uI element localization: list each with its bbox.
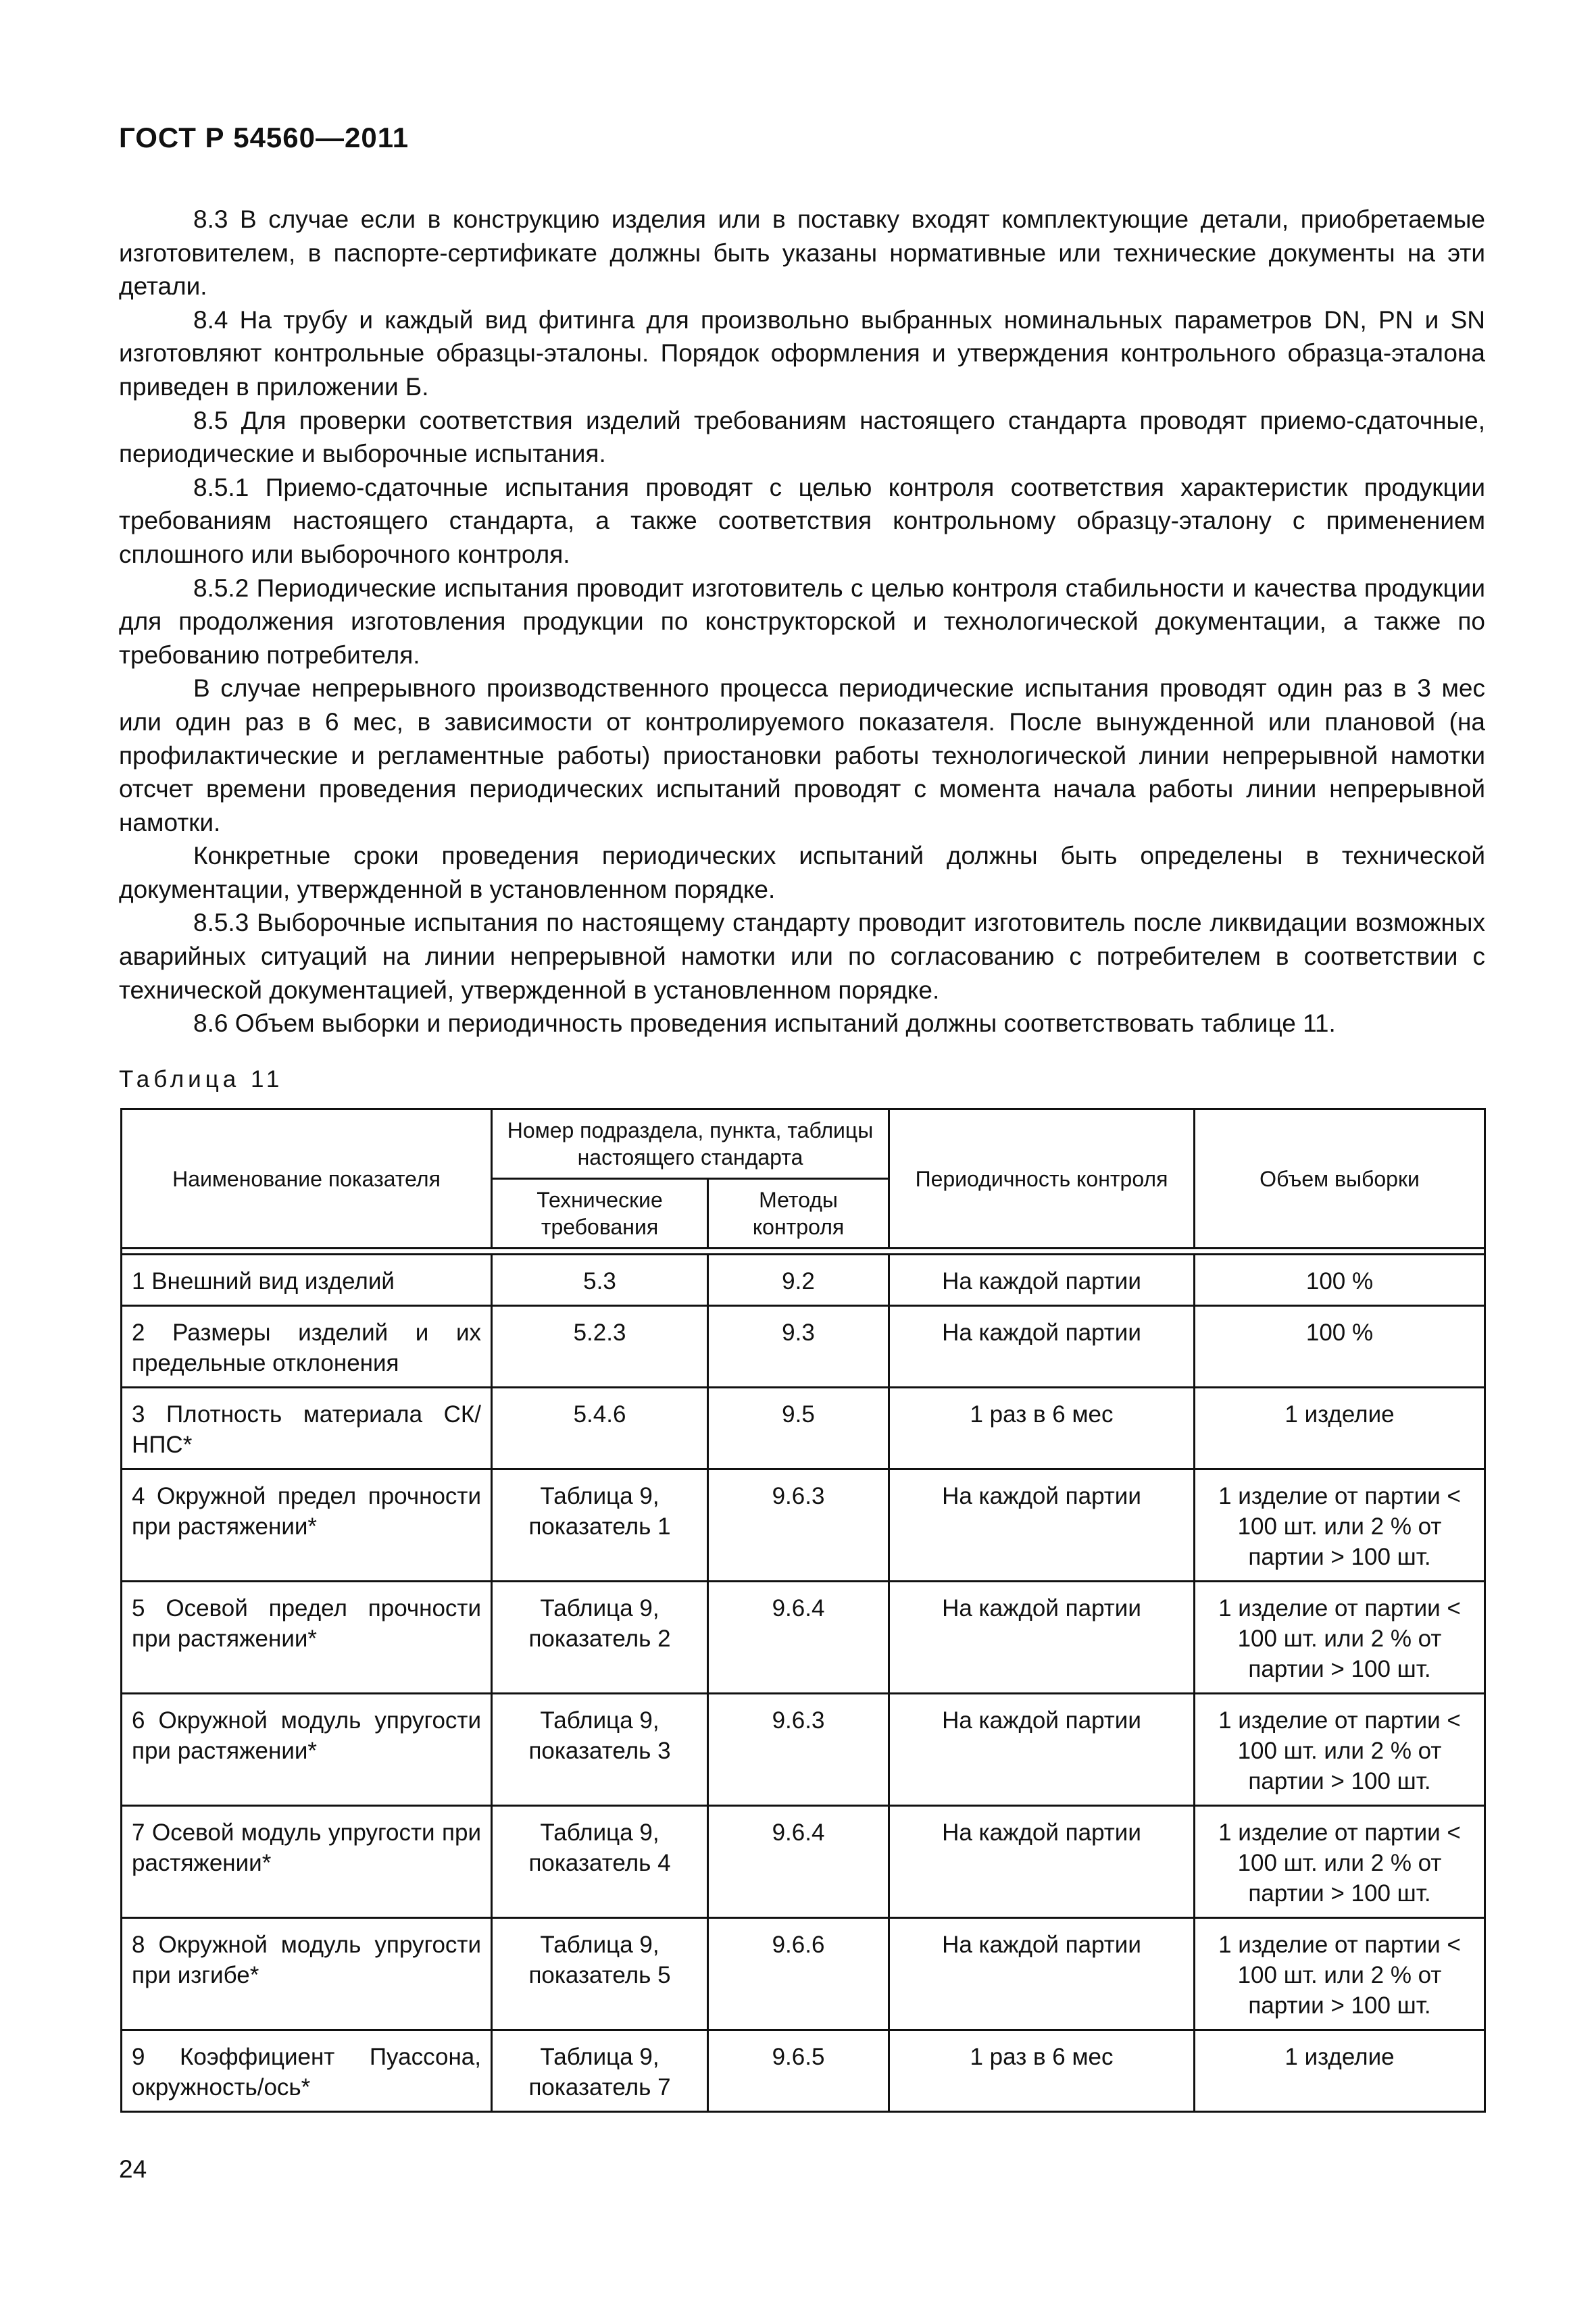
cell-methods: 9.6.5: [708, 2030, 889, 2112]
cell-tech: 5.2.3: [492, 1306, 708, 1388]
cell-volume: 1 изделие от партии < 100 шт. или 2 % от партии > 100 шт.: [1195, 1582, 1485, 1694]
table-body: [122, 1255, 1485, 2112]
header-volume: Объем выборки: [1195, 1109, 1485, 1249]
header-section: Номер подраздела, пункта, таблицы настоящего стандарта: [492, 1109, 889, 1179]
document-header: ГОСТ Р 54560—2011: [119, 122, 409, 153]
cell-tech: Таблица 9, показатель 3: [492, 1694, 708, 1806]
header-methods: Методы контроля: [708, 1179, 889, 1249]
cell-period: На каждой партии: [889, 1582, 1195, 1694]
paragraph: 8.3 В случае если в конструкцию изделия или в поставку входят комплектующие детали, приобретаемые изготовителем, в паспорте-сертификате должны быть указаны нормативные или технические документы на эти детали.: [119, 205, 1485, 301]
cell-tech: Таблица 9, показатель 7: [492, 2030, 708, 2112]
cell-name: 9 Коэффициент Пуассона, окружность/ось*: [122, 2030, 492, 2112]
paragraph: 8.5.1 Приемо-сдаточные испытания проводят с целью контроля соответствия характеристик продукции требованиям настоящего стандарта, а также соответствия контрольному образцу-эталону с применением сплошного или выборочного контроля.: [119, 473, 1485, 568]
page-number: 24: [119, 2155, 147, 2183]
cell-period: На каждой партии: [889, 1306, 1195, 1388]
table-row: [122, 2030, 1485, 2112]
paragraph: 8.6 Объем выборки и периодичность проведения испытаний должны соответствовать таблице 11.: [193, 1009, 1336, 1038]
cell-period: На каждой партии: [889, 1469, 1195, 1582]
cell-period: На каждой партии: [889, 1806, 1195, 1918]
cell-tech: 5.4.6: [492, 1388, 708, 1469]
table-row: [122, 1806, 1485, 1918]
cell-period: 1 раз в 6 мес: [889, 1388, 1195, 1469]
cell-name: 5 Осевой предел прочности при растяжении*: [122, 1582, 492, 1694]
cell-volume: 1 изделие от партии < 100 шт. или 2 % от партии > 100 шт.: [1195, 1806, 1485, 1918]
cell-period: На каждой партии: [889, 1694, 1195, 1806]
cell-methods: 9.3: [708, 1306, 889, 1388]
header-period: Периодичность контроля: [889, 1109, 1195, 1249]
cell-volume: 1 изделие от партии < 100 шт. или 2 % от партии > 100 шт.: [1195, 1694, 1485, 1806]
cell-methods: 9.2: [708, 1255, 889, 1306]
cell-volume: 100 %: [1195, 1306, 1485, 1388]
cell-period: 1 раз в 6 мес: [889, 2030, 1195, 2112]
cell-methods: 9.6.3: [708, 1469, 889, 1582]
cell-name: 8 Окружной модуль упругости при изгибе*: [122, 1918, 492, 2030]
table-row: [122, 1388, 1485, 1469]
paragraph: 8.5.3 Выборочные испытания по настоящему стандарту проводит изготовитель после ликвидации возможных аварийных ситуаций на линии непрерывной намотки или по согласованию с потребителем в соответствии с технической документацией, утвержденной в установленном порядке.: [119, 909, 1485, 1004]
cell-name: 6 Окружной модуль упругости при растяжении*: [122, 1694, 492, 1806]
table-caption: Таблица 11: [119, 1066, 284, 1092]
paragraph: 8.5 Для проверки соответствия изделий требованиям настоящего стандарта проводят приемо-сдаточные, периодические и выборочные испытания.: [119, 406, 1485, 468]
header-tech: Технические требования: [492, 1179, 708, 1249]
cell-methods: 9.5: [708, 1388, 889, 1469]
cell-volume: 1 изделие от партии < 100 шт. или 2 % от партии > 100 шт.: [1195, 1469, 1485, 1582]
cell-tech: Таблица 9, показатель 5: [492, 1918, 708, 2030]
cell-name: 2 Размеры изделий и их предельные отклонения: [122, 1306, 492, 1388]
cell-period: На каждой партии: [889, 1255, 1195, 1306]
cell-volume: 1 изделие: [1195, 2030, 1485, 2112]
cell-methods: 9.6.3: [708, 1694, 889, 1806]
body-text: [119, 203, 1485, 1040]
cell-name: 1 Внешний вид изделий: [122, 1255, 492, 1306]
cell-name: 7 Осевой модуль упругости при растяжении*: [122, 1806, 492, 1918]
table-row: [122, 1582, 1485, 1694]
cell-volume: 100 %: [1195, 1255, 1485, 1306]
paragraph: В случае непрерывного производственного процесса периодические испытания проводят один раз в 3 мес или один раз в 6 мес, в зависимости от контролируемого показателя. После вынужденной или плановой (на профилактические и регламентные работы) приостановки работы технологической линии непрерывной намотки отсчет времени проведения периодических испытаний проводят с момента начала работы линии непрерывной намотки.: [119, 674, 1485, 836]
cell-methods: 9.6.4: [708, 1806, 889, 1918]
table-row: [122, 1694, 1485, 1806]
table-row: [122, 1469, 1485, 1582]
paragraph: 8.4 На трубу и каждый вид фитинга для произвольно выбранных номинальных параметров DN, PN и SN изготовляют контрольные образцы-эталоны. Порядок оформления и утверждения контрольного образца-эталона приведен в приложении Б.: [119, 305, 1485, 401]
cell-volume: 1 изделие от партии < 100 шт. или 2 % от партии > 100 шт.: [1195, 1918, 1485, 2030]
table-row: [122, 1255, 1485, 1306]
header-separator: [122, 1249, 1485, 1255]
table-11: [120, 1108, 1486, 2113]
cell-tech: 5.3: [492, 1255, 708, 1306]
cell-period: На каждой партии: [889, 1918, 1195, 2030]
table-row: [122, 1918, 1485, 2030]
header-name: Наименование показателя: [122, 1109, 492, 1249]
cell-volume: 1 изделие: [1195, 1388, 1485, 1469]
paragraph: 8.5.2 Периодические испытания проводит изготовитель с целью контроля стабильности и качества продукции для продолжения изготовления продукции по конструкторской и технологической документации, а также по требованию потребителя.: [119, 574, 1485, 669]
cell-tech: Таблица 9, показатель 4: [492, 1806, 708, 1918]
cell-name: 4 Окружной предел прочности при растяжении*: [122, 1469, 492, 1582]
cell-tech: Таблица 9, показатель 1: [492, 1469, 708, 1582]
paragraph: Конкретные сроки проведения периодических испытаний должны быть определены в технической документации, утвержденной в установленном порядке.: [119, 842, 1485, 903]
cell-methods: 9.6.6: [708, 1918, 889, 2030]
cell-tech: Таблица 9, показатель 2: [492, 1582, 708, 1694]
cell-name: 3 Плотность материала СК/НПС*: [122, 1388, 492, 1469]
cell-methods: 9.6.4: [708, 1582, 889, 1694]
table-header: [122, 1109, 1485, 1255]
table-row: [122, 1306, 1485, 1388]
